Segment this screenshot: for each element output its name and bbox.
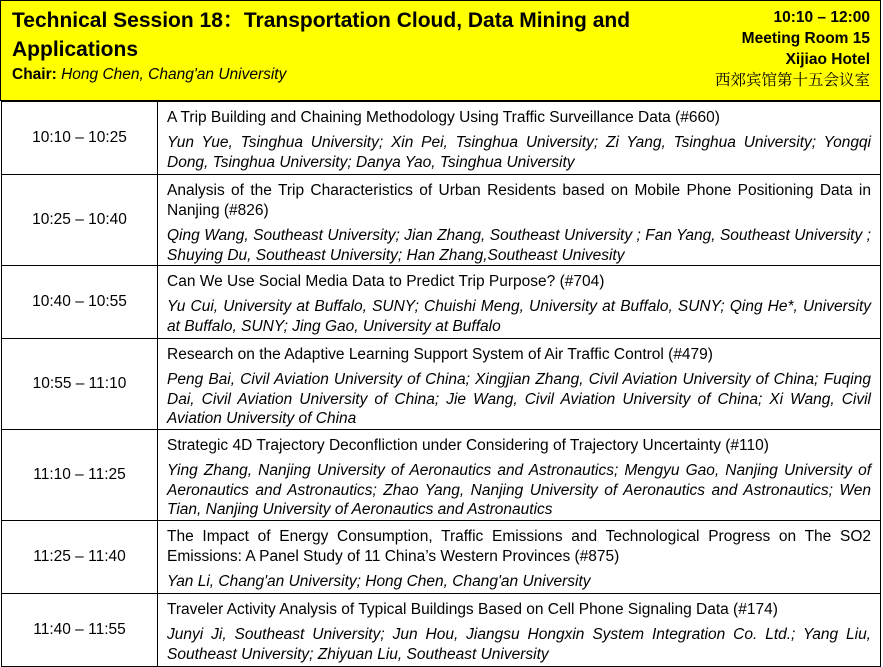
paper-title: Can We Use Social Media Data to Predict Trip Purpose? (#704) xyxy=(167,273,605,290)
paper-authors: Qing Wang, Southeast University; Jian Zhang, Southeast University ; Fan Yang, Southeast University ; Shuying Du, Southeast University; Han Zhang,Southeast Univesity xyxy=(167,227,871,264)
paper-title: Analysis of the Trip Characteristics of Urban Residents based on Mobile Phone Positioning Data in Nanjing (#826) xyxy=(167,182,871,219)
chair-name: Hong Chen, Chang'an University xyxy=(61,66,287,83)
paper-authors: Peng Bai, Civil Aviation University of China; Xingjian Zhang, Civil Aviation University of China; Fuqing Dai, Civil Aviation University of China; Jie Wang, Civil Aviation University of China; Xi Wang, Civil Aviation University of China xyxy=(167,371,871,427)
paper-row xyxy=(2,175,881,266)
session-logistics xyxy=(715,7,870,91)
session-venue-cn: 西郊宾馆第十五会议室 xyxy=(714,72,870,89)
chair-label: Chair: xyxy=(12,66,57,83)
paper-row xyxy=(2,266,881,339)
paper-time: 11:40 – 11:55 xyxy=(2,594,158,667)
paper-title: Traveler Activity Analysis of Typical Buildings Based on Cell Phone Signaling Data (#174) xyxy=(167,601,778,618)
paper-time: 10:55 – 11:10 xyxy=(2,339,158,430)
paper-details xyxy=(158,175,881,266)
paper-authors: Junyi Ji, Southeast University; Jun Hou, Jiangsu Hongxin System Integration Co. Ltd.; Yang Liu, Southeast University; Zhiyuan Liu, Southeast University xyxy=(167,626,871,663)
session-venue: Xijiao Hotel xyxy=(785,51,870,68)
paper-details xyxy=(158,339,881,430)
session-title: Technical Session 18：Transportation Cloud, Data Mining and Applications xyxy=(12,9,631,61)
paper-time: 10:40 – 10:55 xyxy=(2,266,158,339)
paper-details xyxy=(158,594,881,667)
paper-details xyxy=(158,521,881,594)
paper-title: Strategic 4D Trajectory Deconfliction under Considering of Trajectory Uncertainty (#110) xyxy=(167,437,769,454)
paper-authors: Ying Zhang, Nanjing University of Aeronautics and Astronautics; Mengyu Gao, Nanjing University of Aeronautics and Astronautics; Zhao Yang, Nanjing University of Aeronautics and Astronautics; Wen Tian, Nanjing University of Aeronautics and Astronautics xyxy=(167,462,871,518)
paper-title: Research on the Adaptive Learning Support System of Air Traffic Control (#479) xyxy=(167,346,713,363)
paper-schedule-table xyxy=(1,101,881,667)
paper-row xyxy=(2,521,881,594)
paper-authors: Yu Cui, University at Buffalo, SUNY; Chuishi Meng, University at Buffalo, SUNY; Qing He*, University at Buffalo, SUNY; Jing Gao, University at Buffalo xyxy=(167,298,871,335)
paper-details xyxy=(158,102,881,175)
paper-time: 10:10 – 10:25 xyxy=(2,102,158,175)
paper-time: 10:25 – 10:40 xyxy=(2,175,158,266)
paper-row xyxy=(2,102,881,175)
paper-title: A Trip Building and Chaining Methodology Using Traffic Surveillance Data (#660) xyxy=(167,109,720,126)
paper-title: The Impact of Energy Consumption, Traffic Emissions and Technological Progress on The SO2 Emissions: A Panel Study of 11 China’s Western Provinces (#875) xyxy=(167,528,871,565)
paper-row xyxy=(2,339,881,430)
paper-time: 11:25 – 11:40 xyxy=(2,521,158,594)
session-room: Meeting Room 15 xyxy=(741,30,870,47)
paper-authors: Yun Yue, Tsinghua University; Xin Pei, Tsinghua University; Zi Yang, Tsinghua University; Yongqi Dong, Tsinghua University; Danya Yao, Tsinghua University xyxy=(167,134,871,171)
session-header xyxy=(0,0,881,101)
paper-authors: Yan Li, Chang'an University; Hong Chen, Chang'an University xyxy=(167,573,591,590)
session-time: 10:10 – 12:00 xyxy=(773,9,870,26)
paper-details xyxy=(158,430,881,521)
paper-row xyxy=(2,430,881,521)
session-chair xyxy=(12,66,286,84)
paper-details xyxy=(158,266,881,339)
paper-row xyxy=(2,594,881,667)
paper-time: 11:10 – 11:25 xyxy=(2,430,158,521)
